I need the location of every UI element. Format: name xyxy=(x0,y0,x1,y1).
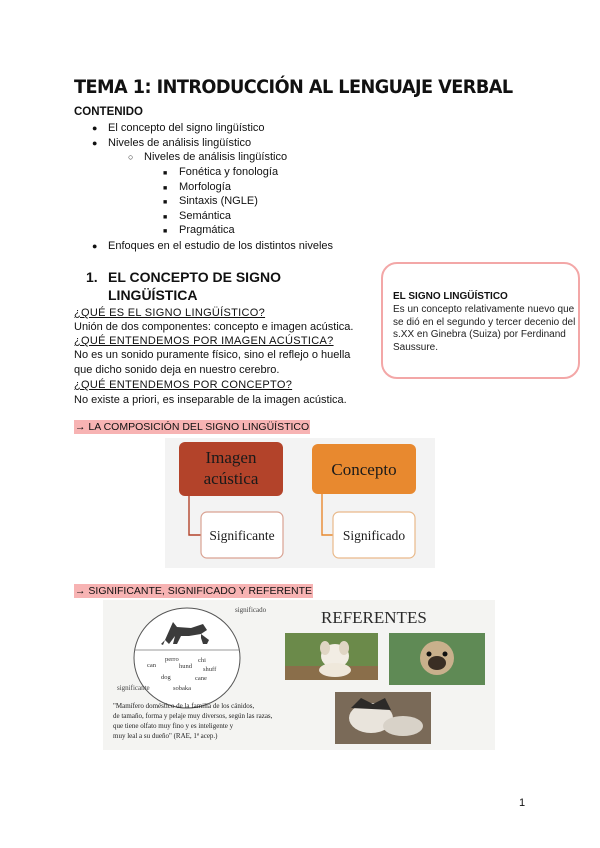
toc-item: ● Niveles de análisis lingüístico xyxy=(92,137,252,149)
signified-label: Significado xyxy=(342,528,406,543)
answer-2-line-1: No es un sonido puramente físico, sino el reflejo o huella xyxy=(74,349,351,361)
question-3: ¿QUÉ ENTENDEMOS POR CONCEPTO? xyxy=(74,379,293,391)
signifier-label: Significante xyxy=(209,528,275,543)
svg-text:muy leal a su dueño" (RAE, 1ª: muy leal a su dueño" (RAE, 1ª acep.) xyxy=(113,732,218,740)
toc-subsubitem: ■ Semántica xyxy=(163,210,231,222)
husky-photo xyxy=(335,692,431,744)
svg-text:de tamaño, forma y pelaje muy: de tamaño, forma y pelaje muy diversos, según las razas, xyxy=(113,712,273,720)
puppy-photo xyxy=(285,633,378,680)
connector-right xyxy=(322,494,333,535)
connector-left xyxy=(189,496,201,535)
toc-subsubitem: ■ Fonética y fonología xyxy=(163,166,279,178)
diagram-svg xyxy=(165,438,435,568)
significado-label: significado xyxy=(235,606,267,614)
toc-item: ● Enfoques en el estudio de los distintos niveles xyxy=(92,240,334,252)
svg-text:shuff: shuff xyxy=(203,666,217,673)
page-number: 1 xyxy=(519,797,526,809)
svg-text:"Mamífero doméstico de la fami: "Mamífero doméstico de la familia de los cánidos, xyxy=(113,702,255,710)
svg-text:can: can xyxy=(147,662,157,669)
answer-1: Unión de dos componentes: concepto e imagen acústica. xyxy=(74,321,354,333)
acoustic-image-label-1: Imagen xyxy=(205,448,257,467)
callout-body: Es un concepto relativamente nuevo que se dió en el segundo y tercer decenio del s.XX en Ginebra (Suiza) por Ferdinand Saussure. xyxy=(393,304,576,353)
answer-2-line-2: que dicho sonido deja en nuestro cerebro. xyxy=(74,364,280,376)
question-2: ¿QUÉ ENTENDEMOS POR IMAGEN ACÚSTICA? xyxy=(74,335,334,347)
section-title: EL CONCEPTO DE SIGNO LINGÜÍSTICA xyxy=(108,269,281,303)
answer-3: No existe a priori, es inseparable de la imagen acústica. xyxy=(74,394,347,406)
referents-title: REFERENTES xyxy=(321,608,427,627)
referent-heading xyxy=(74,585,313,597)
pug-photo xyxy=(389,633,485,685)
contents-heading: CONTENIDO xyxy=(74,106,143,118)
svg-text:sobaka: sobaka xyxy=(173,685,192,692)
question-1: ¿QUÉ ES EL SIGNO LINGÜÍSTICO? xyxy=(74,307,266,319)
svg-text:dog: dog xyxy=(161,674,171,681)
significante-label: significante xyxy=(117,684,150,692)
sign-composition-diagram xyxy=(165,438,435,568)
svg-text:hund: hund xyxy=(179,663,192,670)
svg-text:chi: chi xyxy=(198,657,206,664)
sign-circle xyxy=(134,608,240,708)
composition-heading xyxy=(74,421,310,433)
svg-text:que tiene olfato muy fino y es: que tiene olfato muy fino y es inteligente y xyxy=(113,722,234,730)
acoustic-image-label-2: acústica xyxy=(203,469,259,488)
toc-item: ● El concepto del signo lingüístico xyxy=(92,122,265,134)
referent-figure-svg xyxy=(103,600,495,750)
referent-heading-text: → SIGNIFICANTE, SIGNIFICADO Y REFERENTE xyxy=(75,585,313,597)
toc-subsubitem: ■ Morfología xyxy=(163,181,231,193)
rae-quote xyxy=(113,702,273,740)
section-number: 1. xyxy=(86,269,98,285)
toc-subitem: ○ Niveles de análisis lingüístico xyxy=(128,151,288,163)
concept-label: Concepto xyxy=(331,460,397,479)
composition-heading-text: → LA COMPOSICIÓN DEL SIGNO LINGÜÍSTICO xyxy=(75,421,310,433)
svg-text:cane: cane xyxy=(195,675,207,682)
svg-text:perro: perro xyxy=(165,656,179,663)
callout-title: EL SIGNO LINGÜÍSTICO xyxy=(393,291,508,302)
toc-subsubitem: ■ Sintaxis (NGLE) xyxy=(163,195,258,207)
document-title: TEMA 1: INTRODUCCIÓN AL LENGUAJE VERBAL xyxy=(74,76,513,98)
toc-subsubitem: ■ Pragmática xyxy=(163,224,235,236)
referent-figure xyxy=(103,600,495,750)
